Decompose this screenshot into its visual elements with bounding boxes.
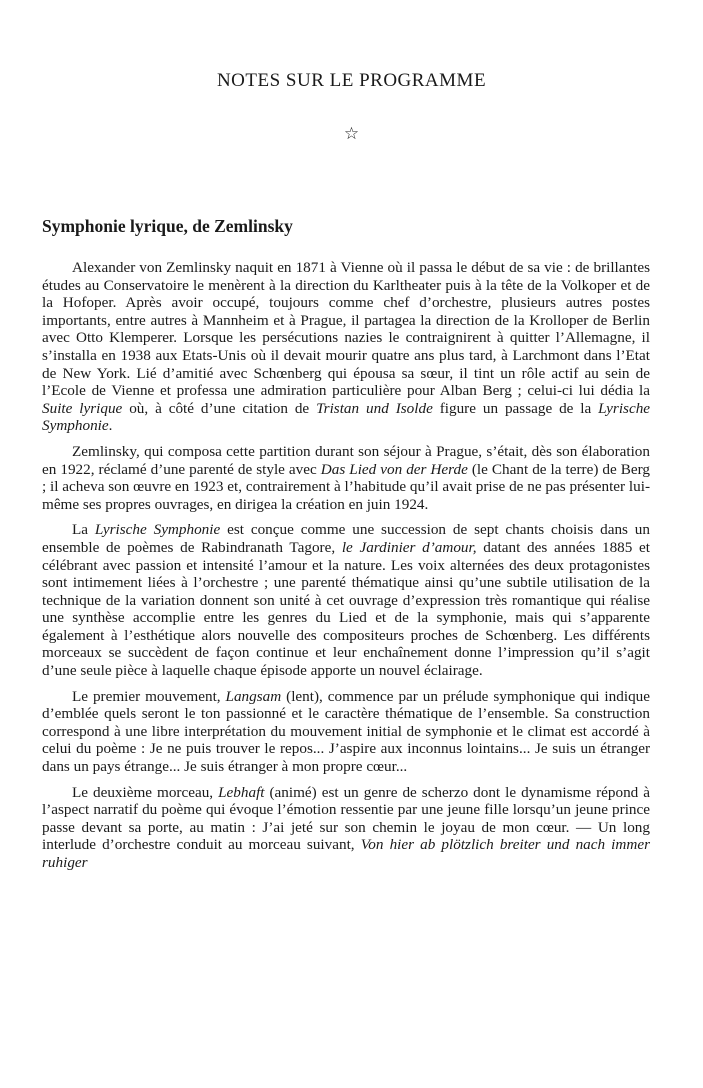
- paragraph: [42, 521, 650, 679]
- italic-run: Das Lied von der Herde: [320, 460, 468, 478]
- italic-run: Lyrische Symphonie: [42, 399, 651, 435]
- text-run: (le Chant de la terre) de Berg ; il acheva son œuvre en 1923 et, contrairement à l’habitude qu’il avait prise de ne pas présenter lui-même ses propres ouvrages, en dirigea la création en juin 1924.: [42, 460, 650, 513]
- text-run: figure un passage de la: [432, 399, 599, 417]
- paragraph: [42, 784, 650, 872]
- italic-run: Suite lyrique: [42, 399, 123, 417]
- italic-run: Langsam: [225, 687, 282, 705]
- text-run: Le premier mouvement,: [72, 687, 226, 705]
- text-run: est conçue comme une succession de sept chants choisis dans un ensemble de poèmes de Rabindranath Tagore,: [42, 521, 650, 556]
- paragraph: [42, 443, 650, 513]
- text-run: .: [108, 417, 113, 435]
- page-header: NOTES SUR LE PROGRAMME: [216, 70, 487, 91]
- text-run: où, à côté d’une citation de: [122, 399, 317, 417]
- text-run: La: [72, 521, 95, 539]
- italic-run: le Jardinier d’amour,: [341, 538, 477, 556]
- text-run: (animé) est un genre de scherzo dont le dynamisme répond à l’aspect narratif du poème qui évoque l’émotion ressentie par une jeune fille lorsqu’un jeune prince passe devant sa porte, au matin : J’ai jeté sur son chemin le joyau de mon cœur. — Un long interlude d’orchestre conduit au morceau suivant,: [42, 783, 650, 854]
- text-run: Le deuxième morceau,: [72, 783, 219, 801]
- paragraph: [42, 688, 650, 776]
- text-run: Alexander von Zemlinsky naquit en 1871 à Vienne où il passa le début de sa vie : de brillantes études au Conservatoire le menèrent à la direction du Karltheater puis à la tête de la Volkoper et de la Hofoper. Après avoir occupé, toujours comme chef d’orchestre, plusieurs autres postes importants, entre autres à Mannheim et à Prague, il partagea la direction de la Krolloper de Berlin avec Otto Klemperer. Lorsque les persécutions nazies le contraignirent à quitter l’Allemagne, il s’installa en 1938 aux Etats-Unis où il devait mourir quatre ans plus tard, à Larchmont dans l’Etat de New York. Lié d’amitié avec Schœnberg qui épousa sa sœur, il tint un rôle actif au sein de l’Ecole de Vienne et professa une admiration particulière pour Alban Berg ; celui-ci lui dédia la: [42, 259, 650, 400]
- star-ornament-icon: ☆: [343, 124, 360, 143]
- italic-run: Lebhaft: [218, 783, 265, 801]
- text-run: datant des années 1885 et célébrant avec passion et intensité l’amour et la nature. Les voix alternées des deux protagonistes sont intimement liées à l’orchestre ; une parenté thématique ainsi qu’une subtile utilisation de la technique de la variation donnent son unité à cet ouvrage d’expression très romantique qui réalise une synthèse accomplie entre les genres du Lied et de la symphonie, mais qui s’apparente également à l’esthétique alors nouvelle des compositeurs proches de Schœnberg. Les différents morceaux se succèdent de façon continue et leur enchaînement donne l’impression qu’il s’agit d’une seule pièce à laquelle chaque épisode apporte un nouvel éclairage.: [42, 538, 650, 680]
- text-run: Zemlinsky, qui composa cette partition durant son séjour à Prague, s’était, dès son élaboration en 1922, réclamé d’une parenté de style avec: [42, 442, 650, 478]
- italic-run: Tristan und Isolde: [316, 399, 433, 417]
- italic-run: Von hier ab plötzlich breiter und nach immer ruhiger: [42, 836, 650, 871]
- italic-run: Lyrische Symphonie: [94, 521, 221, 539]
- text-run: (lent), commence par un prélude symphonique qui indique d’emblée quels seront le ton passionné et le caractère thématique de l’ensemble. Sa construction correspond à une libre interprétation du mouvement initial de symphonie et le climat est accordé à celui du poème : Je ne puis trouver le repos... J’aspire aux inconnus lointains... Je suis un étranger dans un pays étrange... Je suis étranger à mon propre cœur...: [42, 687, 650, 776]
- paragraph: [42, 259, 650, 435]
- body-text: [42, 259, 650, 872]
- section-title: Symphonie lyrique, de Zemlinsky: [42, 216, 293, 236]
